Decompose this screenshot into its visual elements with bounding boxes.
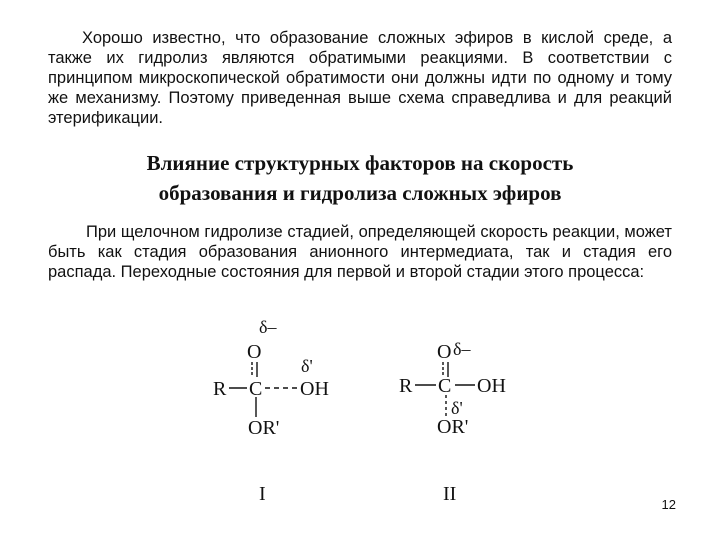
s1-oxygen-top: O	[247, 341, 262, 363]
s2-oxygen-top: O	[437, 341, 452, 363]
s2-carbon: C	[438, 375, 452, 397]
s1-carbon: C	[249, 378, 263, 400]
s2-or-group: OR'	[437, 416, 469, 438]
s1-label: I	[259, 483, 266, 505]
intro-paragraph: Хорошо известно, что образование сложных эфиров в кислой среде, а также их гидролиз являются обратимыми реакциями. В соответствии с принципом микроскопической обратимости они должны идти по одному и тому же механизму. Поэтому приведенная выше схема справедлива и для реакций этерификации.	[48, 29, 672, 127]
s2-delta-top: δ–	[453, 339, 471, 359]
heading-line-1: Влияние структурных факторов на скорость	[146, 151, 574, 175]
s1-delta-oh: δ'	[301, 356, 313, 376]
s2-oh-group: OH	[477, 375, 506, 397]
structure-1	[213, 317, 329, 505]
s2-label: II	[443, 483, 457, 505]
s1-or-group: OR'	[248, 417, 280, 439]
s1-r-group: R	[213, 378, 227, 400]
heading-line-2: образования и гидролиза сложных эфиров	[158, 181, 562, 205]
s1-delta-top: δ–	[259, 317, 277, 337]
s2-delta-or: δ'	[451, 398, 463, 418]
page-number: 12	[661, 497, 676, 512]
s2-r-group: R	[399, 375, 413, 397]
body-paragraph: При щелочном гидролизе стадией, определяющей скорость реакции, может быть как стадия образования анионного интермедиата, так и стадия его распада. Переходные состояния для первой и второй стадии этого процесса:	[48, 223, 672, 281]
s1-oh-group: OH	[300, 378, 329, 400]
structure-2	[399, 339, 506, 505]
